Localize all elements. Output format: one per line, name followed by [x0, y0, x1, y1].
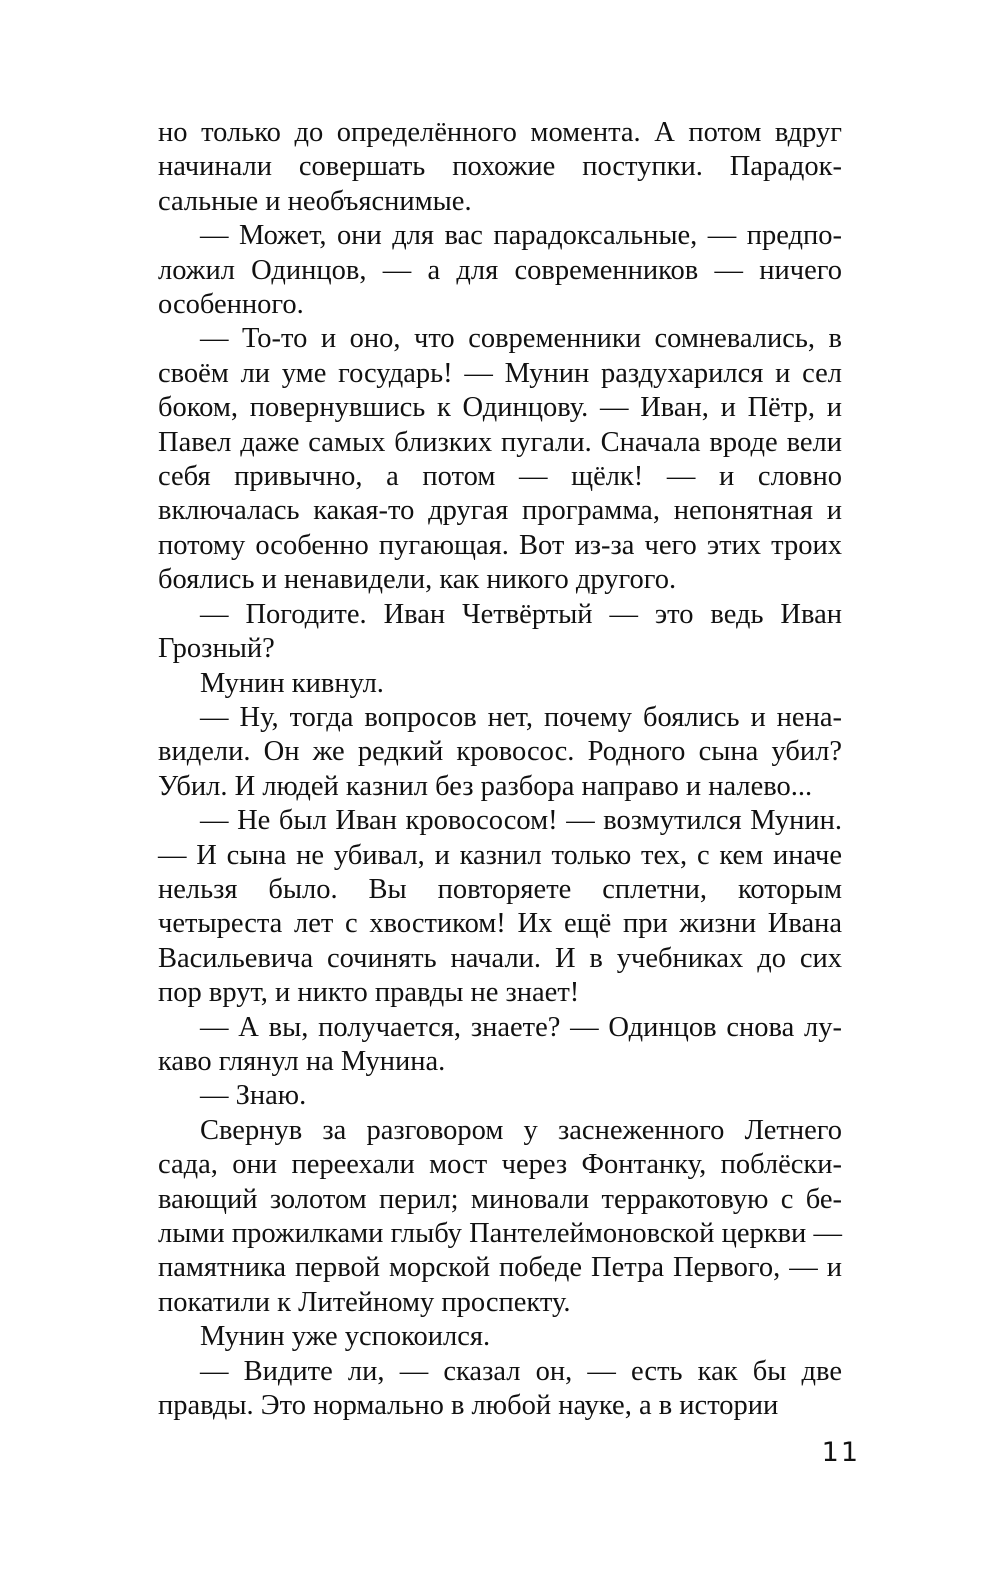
paragraph: — Погодите. Иван Четвёртый — это ведь Иван Грозный? [158, 598, 842, 665]
paragraph: — Может, они для вас парадоксальные, — предположил Одинцов, — а для современников — ничего особенного. [158, 220, 842, 321]
paragraph: — Знаю. [200, 1080, 307, 1112]
paragraph: Мунин уже успокоился. [200, 1321, 491, 1353]
paragraph: — То-то и оно, что современники сомневались, в своём ли уме государь! — Мунин раздухарился и сел боком, повернувшись к Одинцову. — Иван, и Пётр, и Павел даже самых близких пугали. Сначала вроде вели себя привычно, а потом — щёлк! — и словно включалась какая-то другая программа, непонятная и потому особенно пугающая. Вот из-за чего этих троих боялись и ненавидели, как никого другого. [158, 323, 842, 596]
paragraph: Свернув за разговором у заснеженного Летнего сада, они переехали мост через Фонтанку, поблёскивающий золотом перил; миновали терракотовую с белыми прожилками глыбу Пантелеймоновской церкви — памятника первой морской победе Петра Первого, — и покатили к Литейному проспекту. [158, 1114, 842, 1318]
paragraph: но только до определённого момента. А потом вдруг начинали совершать похожие поступки. Парадоксальные и необъяснимые. [158, 117, 842, 217]
paragraph: — Не был Иван кровососом! — возмутился Мунин. — И сына не убивал, и казнил только тех, с кем иначе нельзя было. Вы повторяете сплетни, которым четыреста лет с хвостиком! Их ещё при жизни Ивана Васильевича сочинять начали. И в учебниках до сих пор врут, и никто правды не знает! [158, 805, 842, 1009]
paragraph: — А вы, получается, знаете? — Одинцов снова лукаво глянул на Мунина. [158, 1011, 842, 1077]
paragraph: — Ну, тогда вопросов нет, почему боялись и ненавидели. Он же редкий кровосос. Родного сына убил? Убил. И людей казнил без разбора направо и налево... [158, 701, 842, 802]
page-number: 11 [821, 1437, 860, 1468]
paragraph: — Видите ли, — сказал он, — есть как бы две правды. Это нормально в любой науке, а в истории [158, 1355, 842, 1422]
page-text-block [158, 116, 842, 1423]
paragraph: Мунин кивнул. [200, 667, 384, 699]
